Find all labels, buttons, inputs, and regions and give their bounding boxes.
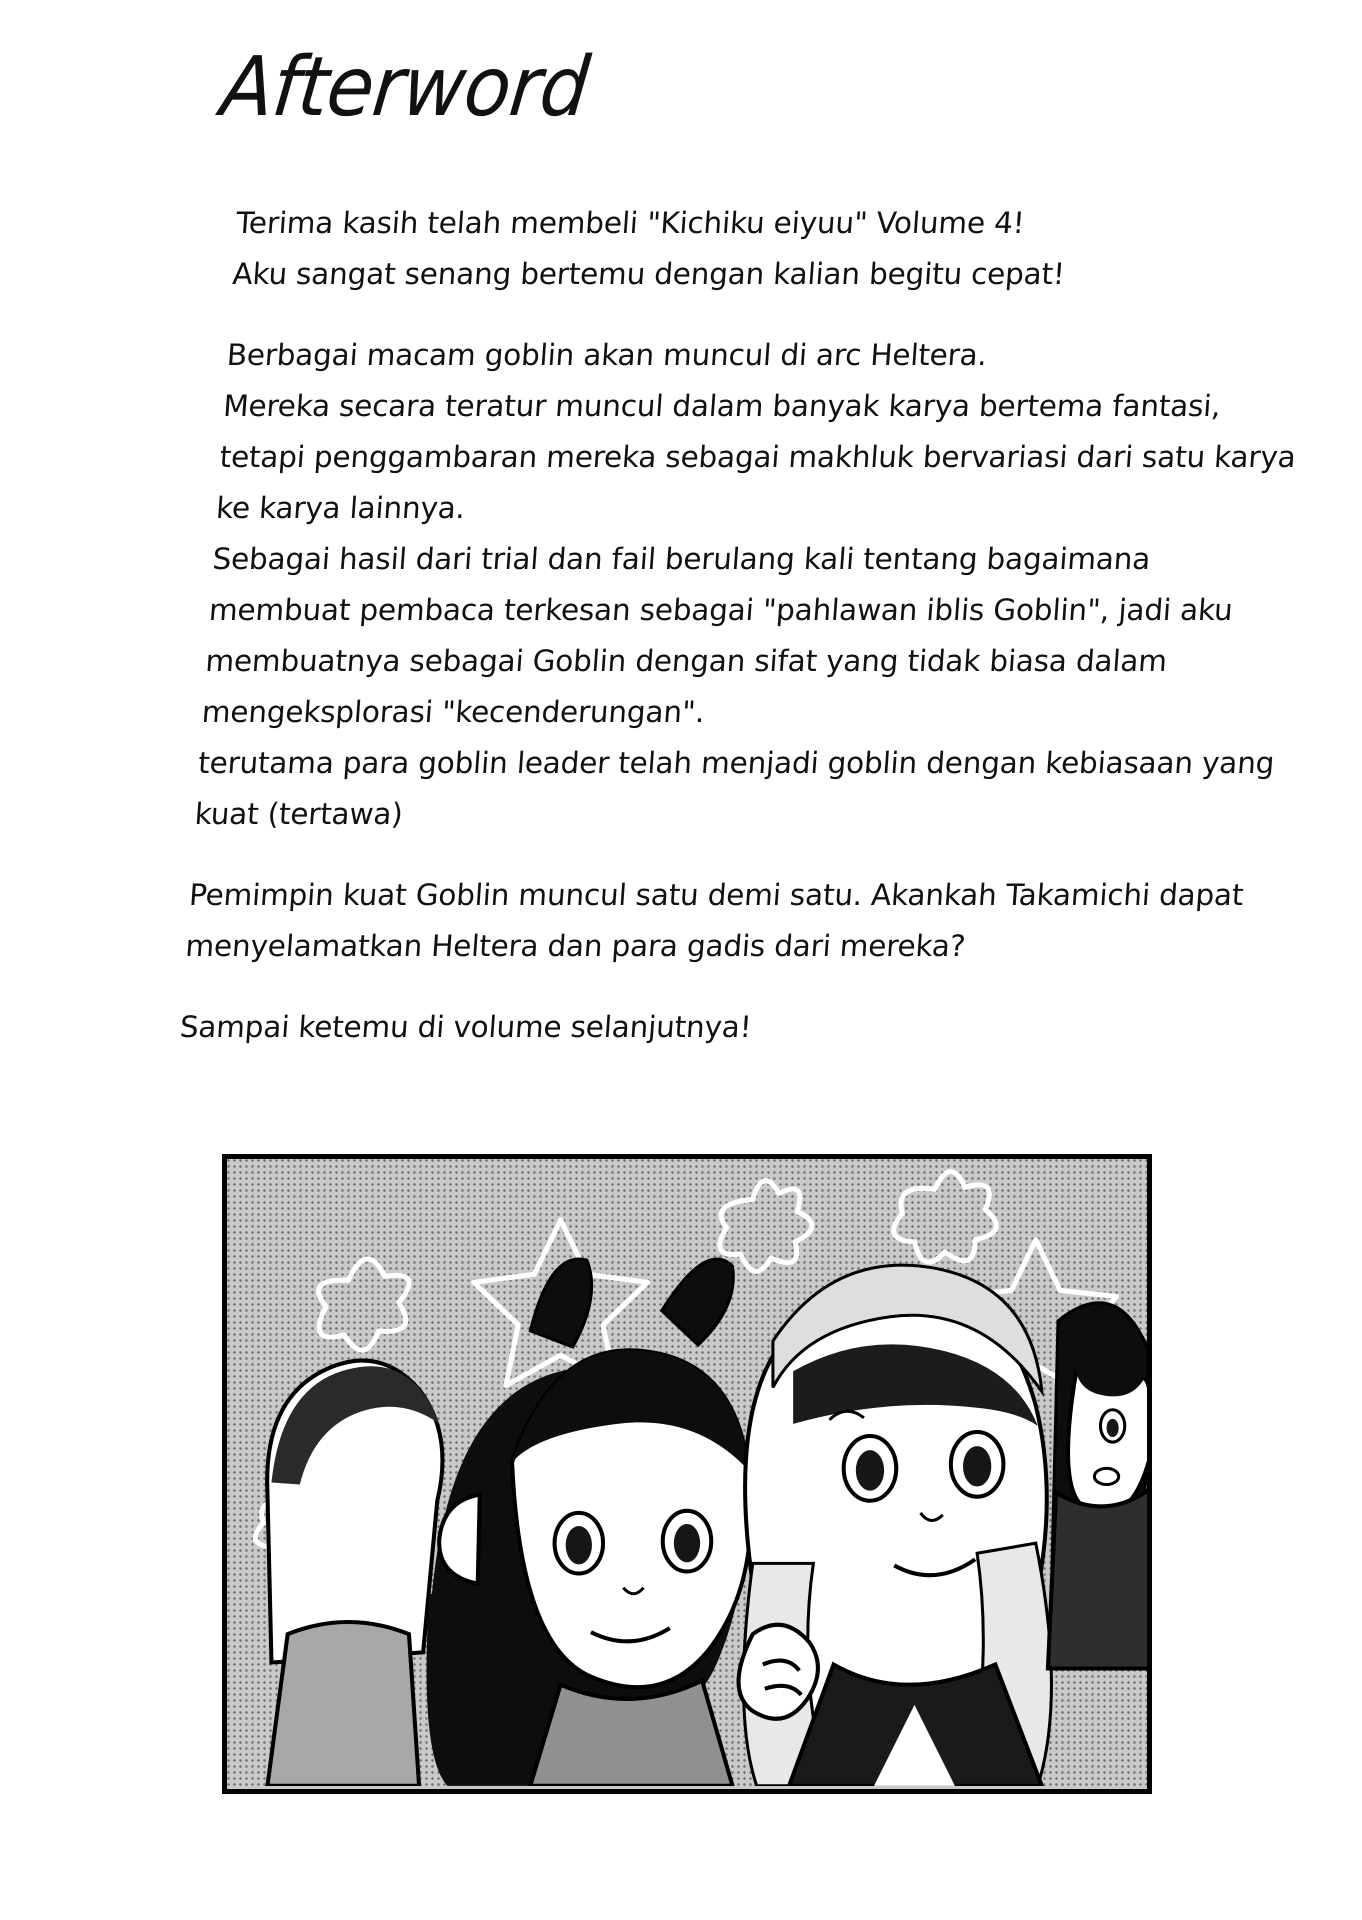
page-title: Afterword (216, 38, 593, 135)
afterword-illustration-panel (222, 1154, 1152, 1794)
paragraph-2: Berbagai macam goblin akan muncul di arc Heltera. Mereka secara teratur muncul dalam banyak karya bertema fantasi, tetapi penggambaran mereka sebagai makhluk bervariasi dari satu karya ke karya lainnya. Sebagai hasil dari trial dan fail berulang kali tentang bagaimana membuat pembaca terkesan sebagai "pahlawan iblis Goblin", jadi aku membuatnya sebagai Goblin dengan sifat yang tidak biasa dalam mengeksplorasi "kecenderungan". terutama para goblin leader telah menjadi goblin dengan kebiasaan yang kuat (tertawa) (193, 338, 1297, 831)
paragraph-4: Sampai ketemu di volume selanjutnya! (178, 1010, 753, 1044)
paragraph-1: Terima kasih telah membeli "Kichiku eiyuu" Volume 4! Aku sangat senang bertemu dengan kalian begitu cepat! (231, 206, 1066, 291)
afterword-body (178, 198, 1318, 1053)
paragraph-3: Pemimpin kuat Goblin muncul satu demi satu. Akankah Takamichi dapat menyelamatkan Heltera dan para gadis dari mereka? (184, 878, 1245, 963)
panel-artwork (227, 1159, 1147, 1786)
